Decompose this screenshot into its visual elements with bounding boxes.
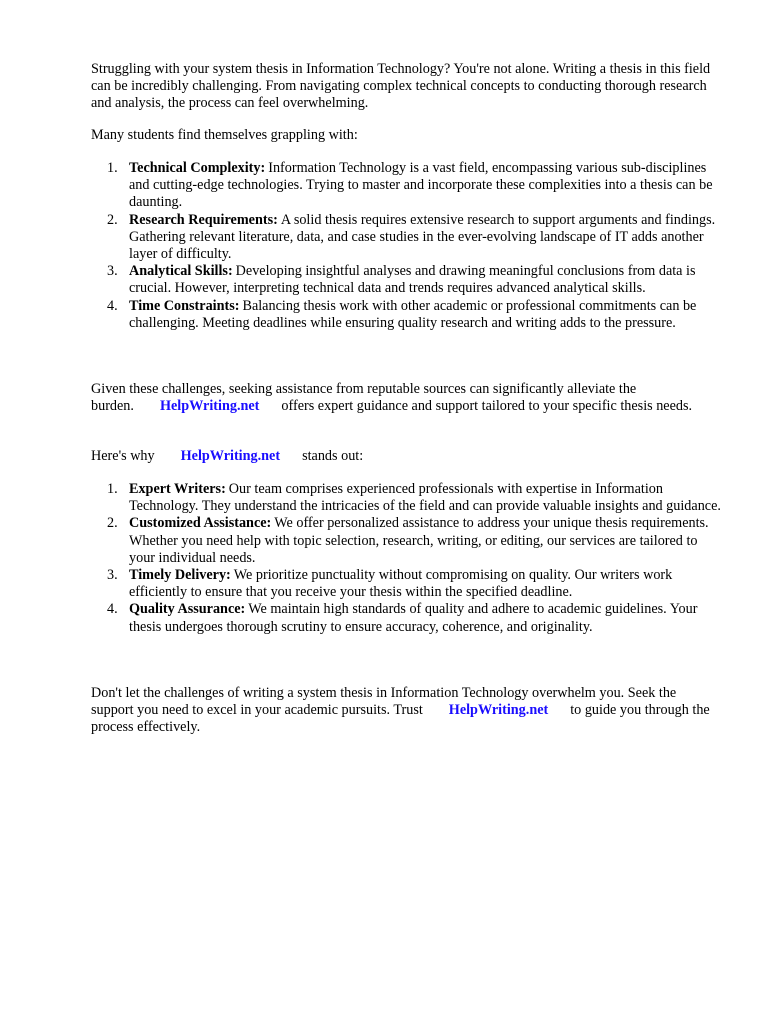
- item-text: We prioritize punctuality without compromising on quality. Our writers work efficiently to ensure that you receive your thesis within the specified deadline.: [129, 567, 673, 601]
- brand-link[interactable]: HelpWriting.net: [159, 398, 260, 415]
- item-text: We offer personalized assistance to address your unique thesis requirements. Whether you need help with topic selection, research, writing, or editing, our services are tailored to your individual needs.: [129, 515, 709, 566]
- item-term: Quality Assurance:: [129, 601, 246, 618]
- reasons-list: [91, 481, 721, 636]
- list-item: [91, 298, 721, 332]
- closing-text-before: Don't let the challenges of writing a system thesis in Information Technology overwhelm you. Seek the support you need to excel in your academic pursuits. Trust: [91, 685, 677, 719]
- item-term: Technical Complexity:: [129, 160, 266, 176]
- assistance-paragraph: [91, 381, 721, 415]
- why-text-after: stands out:: [302, 448, 364, 464]
- item-number: 1.: [107, 160, 118, 176]
- item-term: Timely Delivery:: [129, 567, 231, 584]
- list-item: [91, 567, 721, 601]
- list-item: [91, 515, 721, 567]
- brand-link[interactable]: HelpWriting.net: [180, 448, 281, 464]
- item-term: Time Constraints:: [129, 297, 240, 314]
- list-item: [91, 481, 721, 515]
- item-term: Expert Writers:: [129, 481, 226, 497]
- item-number: 2.: [107, 211, 118, 228]
- item-number: 4.: [107, 297, 118, 314]
- item-text: Balancing thesis work with other academic or professional commitments can be challenging. Meeting deadlines while ensuring quality research and writing adds to the pressure.: [129, 297, 697, 331]
- closing-text-after: to guide you through the process effectively.: [91, 702, 710, 736]
- item-number: 4.: [107, 601, 118, 618]
- list-item: [91, 601, 721, 635]
- item-text: Developing insightful analyses and drawing meaningful conclusions from data is crucial. However, interpreting technical data and trends requires advanced analytical skills.: [129, 263, 696, 297]
- assistance-text-before: Given these challenges, seeking assistance from reputable sources can significantly alleviate the burden.: [91, 381, 637, 415]
- item-text: Our team comprises experienced professionals with expertise in Information Technology. They understand the intricacies of the field and can provide valuable insights and guidance.: [129, 481, 721, 515]
- item-number: 2.: [107, 515, 118, 532]
- item-number: 1.: [107, 481, 118, 497]
- item-text: A solid thesis requires extensive research to support arguments and findings. Gathering relevant literature, data, and case studies in the ever-evolving landscape of IT adds another layer of difficulty.: [129, 211, 716, 263]
- challenges-list: [91, 160, 721, 332]
- item-term: Research Requirements:: [129, 211, 278, 228]
- item-term: Analytical Skills:: [129, 263, 233, 280]
- lead-in-paragraph: Many students find themselves grappling with:: [91, 127, 358, 143]
- item-term: Customized Assistance:: [129, 515, 272, 532]
- assistance-text-after: offers expert guidance and support tailored to your specific thesis needs.: [281, 398, 693, 415]
- item-text: We maintain high standards of quality and adhere to academic guidelines. Your thesis undergoes thorough scrutiny to ensure accuracy, coherence, and originality.: [129, 601, 698, 635]
- why-text-before: Here's why: [91, 448, 155, 464]
- brand-link[interactable]: HelpWriting.net: [448, 702, 549, 719]
- list-item: [91, 212, 721, 264]
- item-number: 3.: [107, 263, 118, 280]
- list-item: [91, 160, 721, 212]
- intro-paragraph: Struggling with your system thesis in Information Technology? You're not alone. Writing a thesis in this field can be incredibly challenging. From navigating complex technical concepts to conducting thorough research and analysis, the process can feel overwhelming.: [91, 61, 711, 112]
- why-paragraph: [91, 448, 721, 465]
- list-item: [91, 263, 721, 297]
- item-text: Information Technology is a vast field, encompassing various sub-disciplines and cutting-edge technologies. Trying to master and incorporate these complexities into a thesis can be daunting.: [129, 160, 713, 211]
- item-number: 3.: [107, 567, 118, 584]
- closing-paragraph: [91, 685, 721, 737]
